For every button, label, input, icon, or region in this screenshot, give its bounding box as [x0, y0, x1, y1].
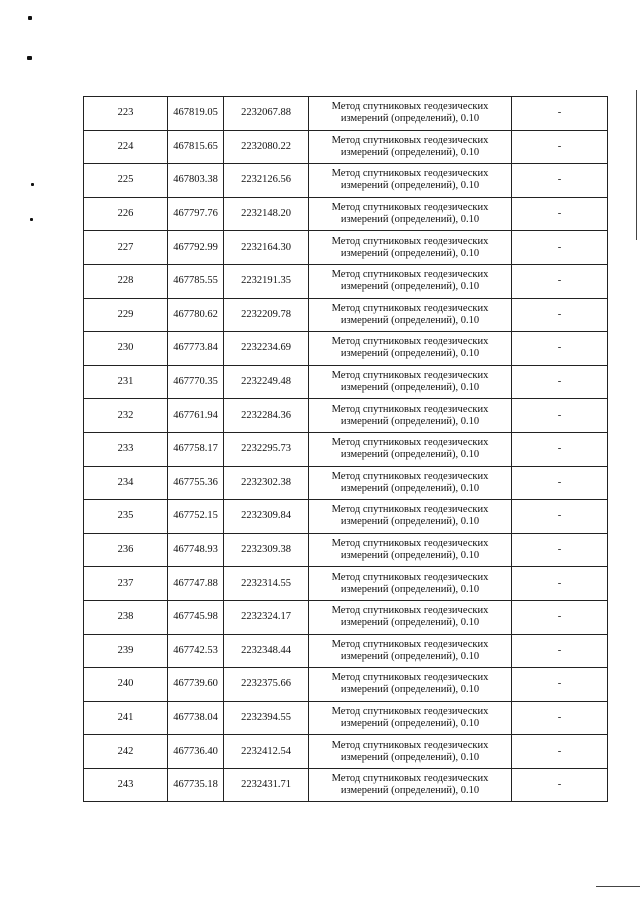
point-number-cell: [84, 500, 168, 534]
description-dash: -: [557, 779, 562, 791]
y-coordinate: 2232394.55: [241, 711, 291, 723]
y-coordinate: 2232234.69: [241, 342, 291, 354]
y-coordinate: 2232284.36: [241, 409, 291, 421]
method-line-1: Метод спутниковых геодезических: [331, 470, 489, 482]
y-coordinate-cell: [224, 668, 309, 702]
point-number: 236: [117, 544, 134, 556]
x-coordinate: 467761.94: [173, 409, 218, 421]
description-dash: -: [557, 476, 562, 488]
table-row: [84, 399, 608, 433]
method-line-2: измерений (определений), 0.10: [340, 113, 480, 125]
method-line-1: Метод спутниковых геодезических: [331, 269, 489, 281]
y-coordinate: 2232412.54: [241, 745, 291, 757]
table-row: [84, 533, 608, 567]
x-coordinate: 467819.05: [173, 107, 218, 119]
method-line-1: Метод спутниковых геодезических: [331, 134, 489, 146]
method-line-2: измерений (определений), 0.10: [340, 214, 480, 226]
method-line-1: Метод спутниковых геодезических: [331, 403, 489, 415]
x-coordinate-cell: [168, 668, 224, 702]
description-dash: -: [557, 745, 562, 757]
point-number: 233: [117, 443, 134, 455]
table-row: [84, 332, 608, 366]
description-dash: -: [557, 443, 562, 455]
x-coordinate-cell: [168, 466, 224, 500]
point-number: 230: [117, 342, 134, 354]
y-coordinate-cell: [224, 130, 309, 164]
method-line-2: измерений (определений), 0.10: [340, 382, 480, 394]
x-coordinate-cell: [168, 130, 224, 164]
y-coordinate-cell: [224, 466, 309, 500]
table-row: [84, 634, 608, 668]
y-coordinate: 2232431.71: [241, 779, 291, 791]
point-number: 238: [117, 611, 134, 623]
x-coordinate: 467742.53: [173, 644, 218, 656]
method-line-2: измерений (определений), 0.10: [340, 180, 480, 192]
description-dash: -: [557, 711, 562, 723]
x-coordinate: 467770.35: [173, 376, 218, 388]
method-line-2: измерений (определений), 0.10: [340, 348, 480, 360]
table-row: [84, 768, 608, 802]
x-coordinate: 467748.93: [173, 544, 218, 556]
scan-speck: [28, 16, 32, 20]
point-number: 228: [117, 275, 134, 287]
method-line-2: измерений (определений), 0.10: [340, 314, 480, 326]
x-coordinate-cell: [168, 332, 224, 366]
method-line-2: измерений (определений), 0.10: [340, 449, 480, 461]
point-number-cell: [84, 567, 168, 601]
method-line-2: измерений (определений), 0.10: [340, 281, 480, 293]
table-row: [84, 567, 608, 601]
point-number-cell: [84, 634, 168, 668]
scan-edge-line: [596, 886, 640, 887]
method-line-1: Метод спутниковых геодезических: [331, 571, 489, 583]
y-coordinate-cell: [224, 298, 309, 332]
point-number: 235: [117, 510, 134, 522]
description-cell: [512, 500, 608, 534]
x-coordinate-cell: [168, 399, 224, 433]
method-line-1: Метод спутниковых геодезических: [331, 437, 489, 449]
y-coordinate: 2232080.22: [241, 140, 291, 152]
y-coordinate: 2232324.17: [241, 611, 291, 623]
x-coordinate: 467745.98: [173, 611, 218, 623]
description-cell: [512, 264, 608, 298]
point-number: 234: [117, 476, 134, 488]
method-cell: [309, 533, 512, 567]
method-line-1: Метод спутниковых геодезических: [331, 336, 489, 348]
method-line-1: Метод спутниковых геодезических: [331, 370, 489, 382]
description-dash: -: [557, 342, 562, 354]
x-coordinate: 467738.04: [173, 711, 218, 723]
method-cell: [309, 130, 512, 164]
method-line-2: измерений (определений), 0.10: [340, 684, 480, 696]
method-cell: [309, 197, 512, 231]
y-coordinate: 2232164.30: [241, 241, 291, 253]
x-coordinate: 467758.17: [173, 443, 218, 455]
point-number-cell: [84, 466, 168, 500]
description-cell: [512, 735, 608, 769]
y-coordinate: 2232148.20: [241, 208, 291, 220]
point-number-cell: [84, 533, 168, 567]
y-coordinate: 2232067.88: [241, 107, 291, 119]
y-coordinate-cell: [224, 500, 309, 534]
x-coordinate-cell: [168, 634, 224, 668]
method-cell: [309, 466, 512, 500]
method-cell: [309, 231, 512, 265]
x-coordinate-cell: [168, 600, 224, 634]
point-number-cell: [84, 231, 168, 265]
x-coordinate-cell: [168, 97, 224, 131]
point-number: 242: [117, 745, 134, 757]
method-line-1: Метод спутниковых геодезических: [331, 235, 489, 247]
method-cell: [309, 332, 512, 366]
method-cell: [309, 432, 512, 466]
table-row: [84, 164, 608, 198]
y-coordinate-cell: [224, 768, 309, 802]
description-dash: -: [557, 678, 562, 690]
point-number-cell: [84, 365, 168, 399]
description-cell: [512, 634, 608, 668]
point-number-cell: [84, 332, 168, 366]
description-dash: -: [557, 510, 562, 522]
method-cell: [309, 500, 512, 534]
method-cell: [309, 634, 512, 668]
method-line-2: измерений (определений), 0.10: [340, 717, 480, 729]
x-coordinate-cell: [168, 432, 224, 466]
description-cell: [512, 432, 608, 466]
description-cell: [512, 668, 608, 702]
x-coordinate: 467735.18: [173, 779, 218, 791]
method-cell: [309, 768, 512, 802]
point-number-cell: [84, 97, 168, 131]
x-coordinate: 467747.88: [173, 577, 218, 589]
description-cell: [512, 399, 608, 433]
scan-speck: [30, 218, 33, 221]
description-dash: -: [557, 611, 562, 623]
method-line-2: измерений (определений), 0.10: [340, 516, 480, 528]
method-line-2: измерений (определений), 0.10: [340, 785, 480, 797]
x-coordinate-cell: [168, 567, 224, 601]
method-line-2: измерений (определений), 0.10: [340, 650, 480, 662]
method-line-2: измерений (определений), 0.10: [340, 751, 480, 763]
y-coordinate-cell: [224, 264, 309, 298]
point-number-cell: [84, 399, 168, 433]
method-cell: [309, 365, 512, 399]
x-coordinate: 467752.15: [173, 510, 218, 522]
y-coordinate: 2232295.73: [241, 443, 291, 455]
table-row: [84, 735, 608, 769]
method-line-1: Метод спутниковых геодезических: [331, 101, 489, 113]
y-coordinate-cell: [224, 567, 309, 601]
method-line-1: Метод спутниковых геодезических: [331, 605, 489, 617]
y-coordinate-cell: [224, 600, 309, 634]
table-row: [84, 701, 608, 735]
method-line-2: измерений (определений), 0.10: [340, 247, 480, 259]
point-number-cell: [84, 298, 168, 332]
y-coordinate-cell: [224, 197, 309, 231]
method-line-2: измерений (определений), 0.10: [340, 415, 480, 427]
description-cell: [512, 533, 608, 567]
coordinates-table: [83, 96, 608, 802]
scan-edge-line: [636, 90, 637, 240]
point-number: 237: [117, 577, 134, 589]
coordinates-table-body: [84, 97, 608, 802]
table-row: [84, 365, 608, 399]
point-number-cell: [84, 432, 168, 466]
table-row: [84, 231, 608, 265]
x-coordinate-cell: [168, 231, 224, 265]
method-line-1: Метод спутниковых геодезических: [331, 739, 489, 751]
table-row: [84, 130, 608, 164]
description-cell: [512, 298, 608, 332]
y-coordinate-cell: [224, 634, 309, 668]
description-cell: [512, 97, 608, 131]
description-dash: -: [557, 376, 562, 388]
method-cell: [309, 701, 512, 735]
y-coordinate-cell: [224, 231, 309, 265]
method-cell: [309, 668, 512, 702]
description-dash: -: [557, 308, 562, 320]
scan-speck: [27, 56, 32, 60]
x-coordinate-cell: [168, 500, 224, 534]
table-row: [84, 432, 608, 466]
table-row: [84, 600, 608, 634]
method-line-2: измерений (определений), 0.10: [340, 617, 480, 629]
method-line-1: Метод спутниковых геодезических: [331, 504, 489, 516]
x-coordinate: 467736.40: [173, 745, 218, 757]
point-number-cell: [84, 130, 168, 164]
x-coordinate: 467739.60: [173, 678, 218, 690]
method-line-2: измерений (определений), 0.10: [340, 583, 480, 595]
description-cell: [512, 164, 608, 198]
y-coordinate: 2232314.55: [241, 577, 291, 589]
x-coordinate-cell: [168, 298, 224, 332]
x-coordinate: 467780.62: [173, 308, 218, 320]
y-coordinate-cell: [224, 735, 309, 769]
description-dash: -: [557, 544, 562, 556]
y-coordinate-cell: [224, 164, 309, 198]
method-cell: [309, 735, 512, 769]
point-number: 223: [117, 107, 134, 119]
x-coordinate: 467815.65: [173, 140, 218, 152]
method-cell: [309, 399, 512, 433]
description-dash: -: [557, 140, 562, 152]
point-number: 239: [117, 644, 134, 656]
method-line-1: Метод спутниковых геодезических: [331, 202, 489, 214]
description-cell: [512, 231, 608, 265]
point-number: 232: [117, 409, 134, 421]
table-row: [84, 197, 608, 231]
point-number: 240: [117, 678, 134, 690]
x-coordinate-cell: [168, 533, 224, 567]
point-number-cell: [84, 735, 168, 769]
point-number: 225: [117, 174, 134, 186]
y-coordinate: 2232348.44: [241, 644, 291, 656]
y-coordinate-cell: [224, 399, 309, 433]
y-coordinate: 2232309.38: [241, 544, 291, 556]
x-coordinate-cell: [168, 768, 224, 802]
description-cell: [512, 197, 608, 231]
method-cell: [309, 264, 512, 298]
x-coordinate-cell: [168, 197, 224, 231]
method-line-2: измерений (определений), 0.10: [340, 482, 480, 494]
description-dash: -: [557, 208, 562, 220]
method-line-1: Метод спутниковых геодезических: [331, 638, 489, 650]
method-cell: [309, 298, 512, 332]
y-coordinate: 2232302.38: [241, 476, 291, 488]
description-cell: [512, 600, 608, 634]
description-cell: [512, 365, 608, 399]
x-coordinate-cell: [168, 701, 224, 735]
description-dash: -: [557, 577, 562, 589]
table-row: [84, 500, 608, 534]
y-coordinate: 2232249.48: [241, 376, 291, 388]
y-coordinate-cell: [224, 332, 309, 366]
description-cell: [512, 567, 608, 601]
x-coordinate: 467773.84: [173, 342, 218, 354]
point-number: 231: [117, 376, 134, 388]
point-number-cell: [84, 600, 168, 634]
description-cell: [512, 332, 608, 366]
description-dash: -: [557, 241, 562, 253]
y-coordinate: 2232191.35: [241, 275, 291, 287]
point-number-cell: [84, 668, 168, 702]
point-number: 226: [117, 208, 134, 220]
table-row: [84, 264, 608, 298]
method-line-2: измерений (определений), 0.10: [340, 550, 480, 562]
point-number-cell: [84, 768, 168, 802]
y-coordinate-cell: [224, 533, 309, 567]
description-cell: [512, 768, 608, 802]
method-line-1: Метод спутниковых геодезических: [331, 705, 489, 717]
x-coordinate: 467755.36: [173, 476, 218, 488]
description-dash: -: [557, 275, 562, 287]
point-number: 229: [117, 308, 134, 320]
table-row: [84, 668, 608, 702]
table-row: [84, 97, 608, 131]
x-coordinate-cell: [168, 735, 224, 769]
description-cell: [512, 701, 608, 735]
y-coordinate-cell: [224, 701, 309, 735]
y-coordinate: 2232375.66: [241, 678, 291, 690]
method-line-2: измерений (определений), 0.10: [340, 146, 480, 158]
point-number: 224: [117, 140, 134, 152]
y-coordinate: 2232126.56: [241, 174, 291, 186]
method-line-1: Метод спутниковых геодезических: [331, 773, 489, 785]
method-cell: [309, 164, 512, 198]
table-row: [84, 298, 608, 332]
description-cell: [512, 130, 608, 164]
point-number-cell: [84, 197, 168, 231]
table-row: [84, 466, 608, 500]
description-cell: [512, 466, 608, 500]
y-coordinate-cell: [224, 432, 309, 466]
point-number: 227: [117, 241, 134, 253]
x-coordinate-cell: [168, 164, 224, 198]
description-dash: -: [557, 174, 562, 186]
method-cell: [309, 567, 512, 601]
method-line-1: Метод спутниковых геодезических: [331, 538, 489, 550]
x-coordinate-cell: [168, 365, 224, 399]
method-line-1: Метод спутниковых геодезических: [331, 302, 489, 314]
x-coordinate: 467797.76: [173, 208, 218, 220]
point-number: 241: [117, 711, 134, 723]
method-line-1: Метод спутниковых геодезических: [331, 168, 489, 180]
y-coordinate-cell: [224, 97, 309, 131]
scan-speck: [31, 183, 34, 186]
description-dash: -: [557, 107, 562, 119]
method-line-1: Метод спутниковых геодезических: [331, 672, 489, 684]
y-coordinate: 2232309.84: [241, 510, 291, 522]
point-number-cell: [84, 701, 168, 735]
point-number: 243: [117, 779, 134, 791]
description-dash: -: [557, 409, 562, 421]
x-coordinate: 467803.38: [173, 174, 218, 186]
x-coordinate-cell: [168, 264, 224, 298]
point-number-cell: [84, 264, 168, 298]
method-cell: [309, 97, 512, 131]
y-coordinate: 2232209.78: [241, 308, 291, 320]
description-dash: -: [557, 644, 562, 656]
method-cell: [309, 600, 512, 634]
y-coordinate-cell: [224, 365, 309, 399]
x-coordinate: 467785.55: [173, 275, 218, 287]
point-number-cell: [84, 164, 168, 198]
x-coordinate: 467792.99: [173, 241, 218, 253]
